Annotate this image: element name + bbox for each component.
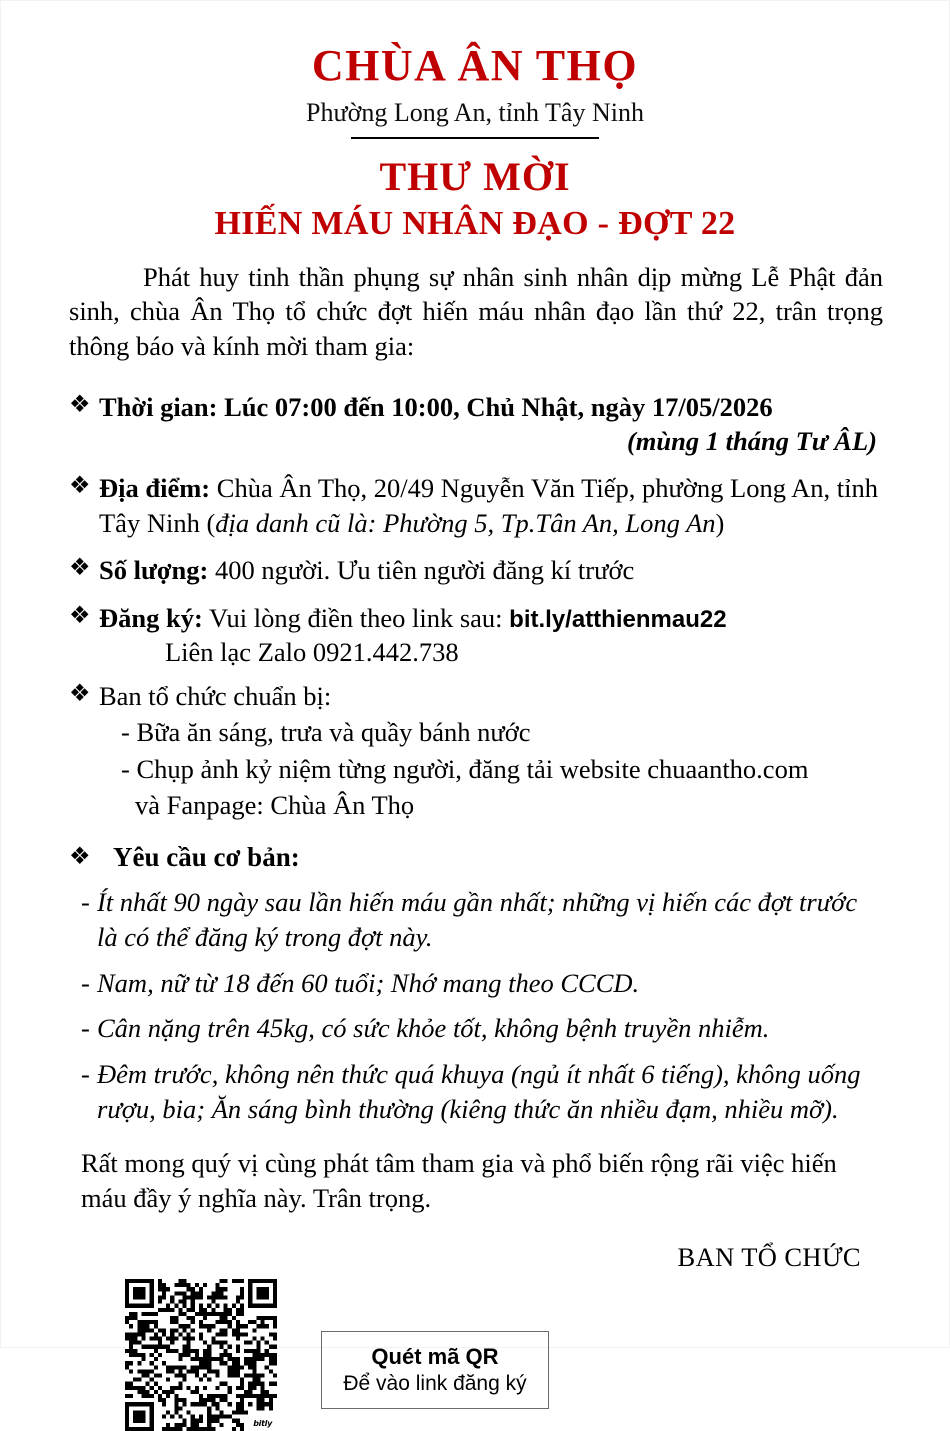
intro-paragraph: Phát huy tinh thần phụng sự nhân sinh nhân dịp mừng Lễ Phật đản sinh, chùa Ân Thọ tổ chức đợt hiến máu nhân đạo lần thứ 22, trân trọng thông báo và kính mời tham gia: bbox=[69, 261, 883, 361]
quantity-label: Số lượng: bbox=[99, 555, 209, 586]
signature-line: BAN TỔ CHỨC bbox=[677, 1241, 861, 1272]
dash-icon: - bbox=[81, 1059, 90, 1090]
registration-contact: Liên lạc Zalo 0921.442.738 bbox=[165, 637, 459, 668]
qr-watermark-label: bitly bbox=[253, 1418, 272, 1428]
qr-footer bbox=[69, 1279, 883, 1431]
organization-subtitle: Phường Long An, tỉnh Tây Ninh bbox=[306, 98, 644, 128]
requirement-item bbox=[69, 1057, 883, 1127]
detail-quantity-body bbox=[99, 553, 883, 587]
detail-item-preparation bbox=[69, 679, 883, 823]
detail-preparation-body bbox=[99, 679, 883, 823]
diamond-bullet-icon: ❖ bbox=[69, 391, 91, 418]
dash-icon: - bbox=[81, 1013, 90, 1044]
detail-item-quantity bbox=[69, 553, 883, 587]
document-header bbox=[1, 1, 949, 243]
qr-note-subtitle: Để vào link đăng ký bbox=[343, 1371, 527, 1395]
document-subtitle: HIẾN MÁU NHÂN ĐẠO - ĐỢT 22 bbox=[214, 205, 736, 243]
qr-note-box bbox=[321, 1331, 549, 1409]
document-title: THƯ MỜI bbox=[379, 154, 571, 200]
place-value-tail: ) bbox=[715, 507, 725, 538]
time-value: Lúc 07:00 đến 10:00, Chủ Nhật, ngày 17/05/2026 bbox=[224, 391, 773, 422]
diamond-bullet-icon: ❖ bbox=[69, 844, 91, 871]
diamond-bullet-icon: ❖ bbox=[69, 602, 91, 629]
qr-code-image[interactable] bbox=[125, 1279, 277, 1431]
place-old-name: địa danh cũ là: Phường 5, Tp.Tân An, Long An bbox=[215, 507, 716, 538]
diamond-bullet-icon: ❖ bbox=[69, 473, 91, 500]
closing-paragraph: Rất mong quý vị cùng phát tâm tham gia và phổ biến rộng rãi việc hiến máu đầy ý nghĩa này. Trân trọng. bbox=[81, 1148, 837, 1213]
organization-title: CHÙA ÂN THỌ bbox=[311, 41, 639, 90]
preparation-item-0: - Bữa ăn sáng, trưa và quầy bánh nước bbox=[121, 717, 531, 748]
preparation-item-1: - Chụp ảnh kỷ niệm từng người, đăng tải website chuaantho.com bbox=[121, 753, 809, 784]
requirement-text-1: Nam, nữ từ 18 đến 60 tuổi; Nhớ mang theo CCCD. bbox=[97, 967, 640, 998]
requirement-text-3: Đêm trước, không nên thức quá khuya (ngủ ít nhất 6 tiếng), không uống rượu, bia; Ăn sáng bình thường (kiêng thức ăn nhiều đạm, nhiều mỡ). bbox=[97, 1059, 861, 1125]
detail-time-body bbox=[99, 390, 883, 459]
dash-icon: - bbox=[81, 886, 90, 917]
detail-item-time bbox=[69, 390, 883, 459]
diamond-bullet-icon: ❖ bbox=[69, 555, 91, 582]
detail-item-place bbox=[69, 471, 883, 540]
place-label: Địa điểm: bbox=[99, 473, 211, 504]
detail-registration-body bbox=[99, 601, 883, 670]
requirement-item bbox=[69, 1011, 883, 1046]
requirement-item bbox=[69, 885, 883, 955]
registration-value: Vui lòng điền theo link sau: bbox=[208, 602, 503, 633]
detail-place-body bbox=[99, 471, 883, 540]
document-body bbox=[1, 260, 949, 1431]
detail-list bbox=[69, 390, 883, 823]
qr-note-title: Quét mã QR bbox=[371, 1343, 499, 1369]
diamond-bullet-icon: ❖ bbox=[69, 680, 91, 707]
requirement-text-2: Cân nặng trên 45kg, có sức khỏe tốt, không bệnh truyền nhiễm. bbox=[97, 1013, 770, 1044]
dash-icon: - bbox=[81, 967, 90, 998]
quantity-value: 400 người. Ưu tiên người đăng kí trước bbox=[215, 555, 635, 586]
requirement-item bbox=[69, 966, 883, 1001]
preparation-label: Ban tổ chức chuẩn bị: bbox=[99, 680, 332, 711]
header-divider bbox=[351, 137, 599, 139]
time-lunar-note: (mùng 1 tháng Tư ÂL) bbox=[626, 426, 877, 457]
qr-code[interactable] bbox=[125, 1279, 277, 1431]
preparation-item-2: và Fanpage: Chùa Ân Thọ bbox=[135, 789, 415, 820]
requirement-text-0: Ít nhất 90 ngày sau lần hiến máu gần nhất; những vị hiến các đợt trước là có thể đăng ký trong đợt này. bbox=[97, 886, 858, 952]
requirements-heading-row bbox=[69, 842, 883, 873]
time-label: Thời gian: bbox=[99, 391, 218, 422]
detail-item-registration bbox=[69, 601, 883, 670]
registration-link[interactable]: bit.ly/atthienmau22 bbox=[509, 605, 727, 633]
registration-label: Đăng ký: bbox=[99, 602, 203, 633]
place-value: Chùa Ân Thọ, 20/49 Nguyễn Văn Tiếp, phường Long An, tỉnh Tây Ninh ( bbox=[99, 473, 878, 538]
requirements-heading: Yêu cầu cơ bản: bbox=[113, 842, 300, 873]
